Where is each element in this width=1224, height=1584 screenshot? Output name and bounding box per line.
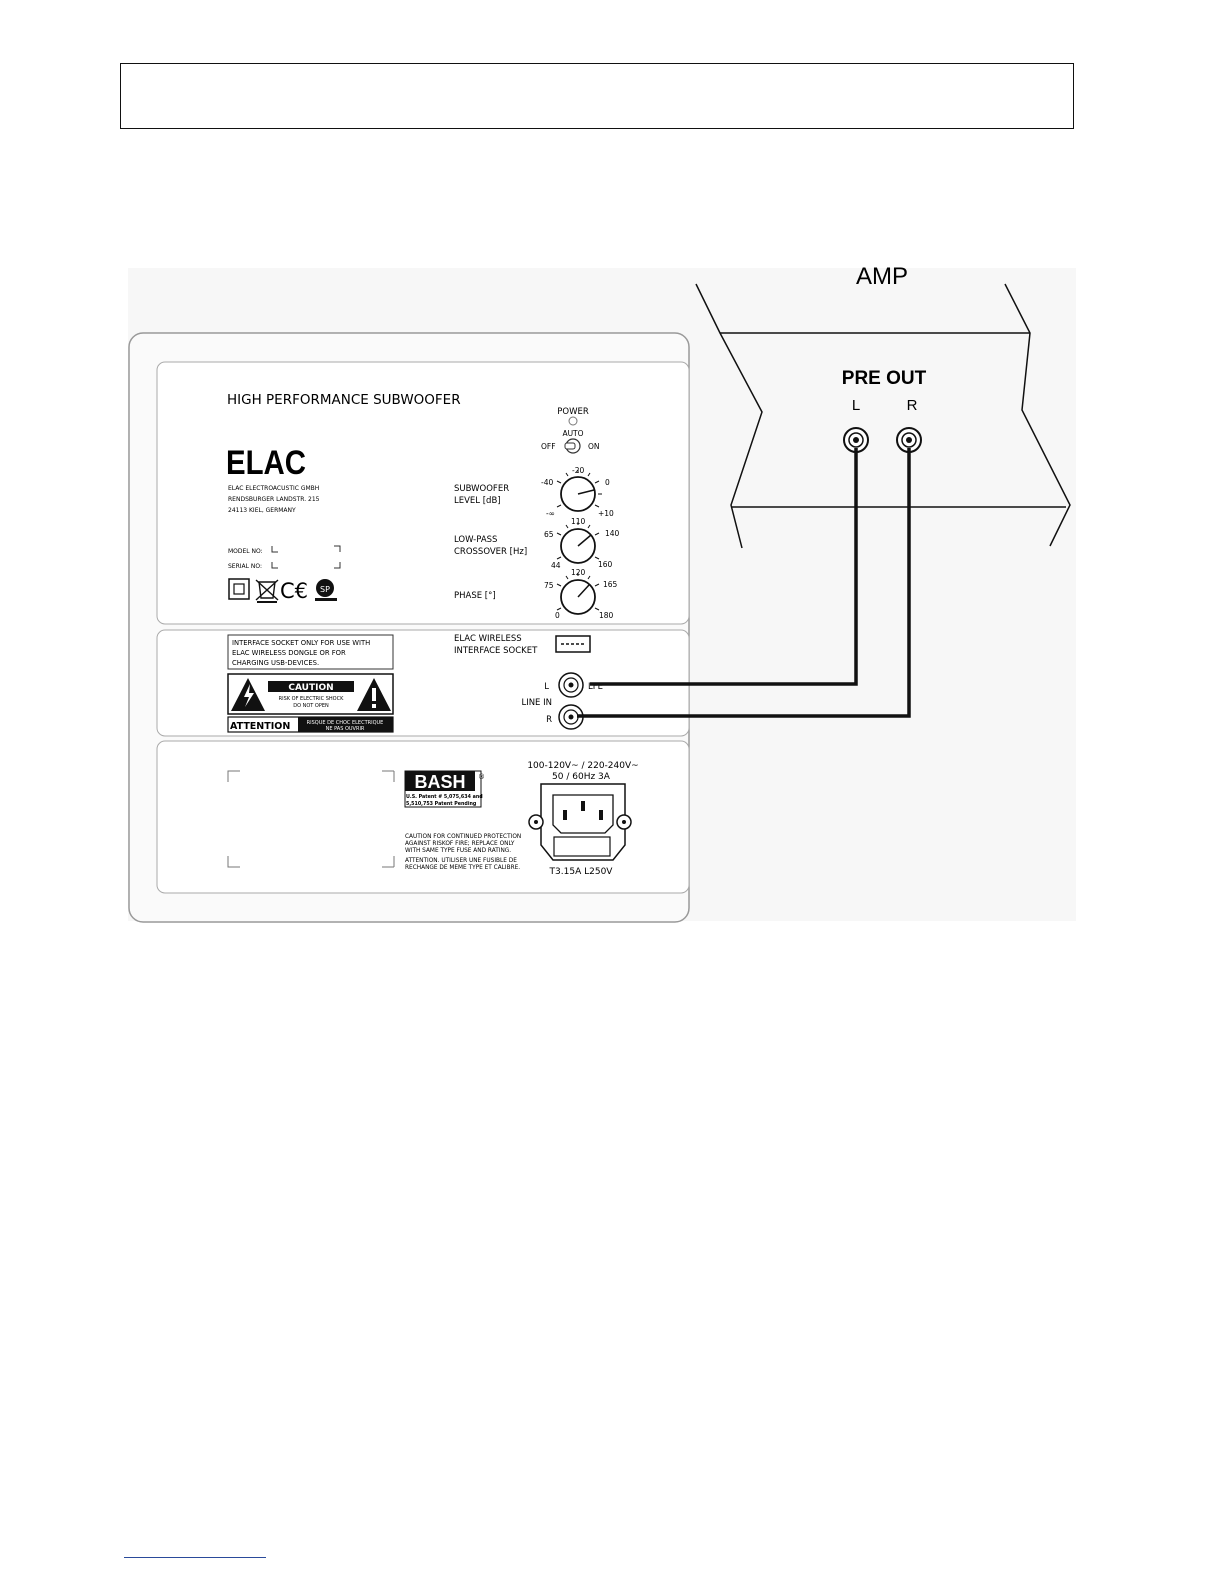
phase-tick-75: 75	[544, 581, 554, 590]
attention-sub-2: NE PAS OUVRIR	[325, 726, 365, 732]
crossover-knob[interactable]	[561, 529, 595, 563]
serial-no-label: SERIAL NO:	[228, 563, 263, 570]
model-no-label: MODEL NO:	[228, 548, 263, 555]
phase-tick-0: 0	[555, 611, 560, 620]
amp-title: AMP	[855, 263, 909, 290]
power-mode-switch[interactable]	[565, 439, 580, 453]
wireless-label-1: ELAC WIRELESS	[454, 634, 522, 644]
voltage-line-2: 50 / 60Hz 3A	[552, 772, 610, 782]
usb-socket[interactable]	[556, 636, 590, 652]
fuse-caution-3: WITH SAME TYPE FUSE AND RATING.	[405, 848, 512, 854]
fuse-caution-5: RECHANGE DE MEME TYPE ET CALIBRE.	[405, 865, 521, 871]
address-line-3: 24113 KIEL, GERMANY	[228, 507, 296, 514]
elac-logo: ELAC	[226, 444, 306, 482]
phase-label: PHASE [°]	[454, 591, 496, 601]
phase-knob[interactable]	[561, 580, 595, 614]
amp-left-label: L	[851, 397, 861, 414]
address-line-2: RENDSBURGER LANDSTR. 215	[228, 496, 320, 503]
usb-notice-line-1: INTERFACE SOCKET ONLY FOR USE WITH	[232, 639, 371, 647]
caution-label	[228, 674, 393, 714]
attention-title: ATTENTION	[230, 721, 291, 732]
pre-out-label: PRE OUT	[841, 368, 927, 389]
panel-title: HIGH PERFORMANCE SUBWOOFER	[227, 392, 461, 408]
attention-label	[228, 717, 393, 732]
line-in-label: LINE IN	[521, 698, 552, 708]
usb-notice-line-2: ELAC WIRELESS DONGLE OR FOR	[232, 649, 346, 657]
phase-tick-165: 165	[603, 580, 618, 589]
amplifier	[696, 263, 1070, 548]
crossover-tick-44: 44	[551, 561, 561, 570]
fuse-caution-1: CAUTION FOR CONTINUED PROTECTION	[405, 834, 522, 840]
crossover-tick-140: 140	[605, 529, 620, 538]
usb-notice-line-3: CHARGING USB-DEVICES.	[232, 659, 320, 667]
line-in-left-jack[interactable]	[559, 673, 583, 697]
voltage-line-1: 100-120V~ / 220-240V~	[527, 761, 639, 771]
level-tick-minus40: -40	[541, 478, 554, 487]
bash-patent-1: U.S. Patent # 5,075,634 and	[406, 795, 483, 800]
amp-right-label: R	[906, 397, 918, 414]
registered-icon: ®	[478, 773, 485, 781]
phase-tick-180: 180	[599, 611, 614, 620]
crossover-tick-110: 110	[571, 517, 586, 526]
level-tick-minus-infinity: -∞	[546, 509, 555, 518]
level-tick-minus20: -20	[572, 466, 585, 475]
fuse-caution-4: ATTENTION. UTILISER UNE FUSIBLE DE	[405, 858, 517, 864]
caution-sub-2: DO NOT OPEN	[293, 703, 329, 709]
footer-link-underline	[124, 1557, 266, 1558]
crossover-tick-65: 65	[544, 530, 554, 539]
caution-title: CAUTION	[288, 683, 334, 693]
on-label: ON	[588, 442, 600, 451]
crossover-tick-160: 160	[598, 560, 613, 569]
level-label-1: SUBWOOFER	[454, 484, 510, 494]
off-label: OFF	[541, 442, 556, 451]
fuse-rating: T3.15A L250V	[549, 867, 613, 877]
lfe-label: LFE	[588, 682, 603, 692]
bash-patent-2: 5,510,753 Patent Pending	[406, 802, 477, 807]
level-knob[interactable]	[561, 477, 595, 511]
line-in-r-label: R	[546, 715, 552, 725]
svg-text:SP: SP	[320, 585, 330, 594]
bash-title: BASH	[414, 772, 466, 792]
phase-tick-120: 120	[571, 568, 586, 577]
power-label: POWER	[557, 407, 589, 417]
bash-logo	[405, 771, 485, 807]
ce-mark-icon: C€	[280, 579, 309, 603]
amp-left-edge	[696, 284, 762, 548]
subwoofer-back-panel	[129, 333, 689, 922]
attention-sub-1: RISQUE DE CHOC ELECTRIQUE	[306, 720, 384, 726]
address-line-1: ELAC ELECTROACUSTIC GMBH	[228, 485, 320, 492]
caution-sub-1: RISK OF ELECTRIC SHOCK	[278, 696, 344, 702]
line-in-l-label: L	[544, 682, 549, 692]
level-label-2: LEVEL [dB]	[454, 496, 501, 506]
fuse-drawer[interactable]	[554, 837, 610, 856]
crossover-label-1: LOW-PASS	[454, 535, 498, 545]
iec-power-inlet[interactable]	[529, 784, 631, 860]
fuse-caution-2: AGAINST RISKOF FIRE; REPLACE ONLY	[405, 841, 515, 847]
level-tick-0: 0	[605, 478, 610, 487]
wireless-label-2: INTERFACE SOCKET	[454, 646, 538, 656]
crossover-label-2: CROSSOVER [Hz]	[454, 547, 528, 557]
auto-label: AUTO	[562, 429, 584, 438]
level-tick-plus10: +10	[598, 509, 614, 518]
